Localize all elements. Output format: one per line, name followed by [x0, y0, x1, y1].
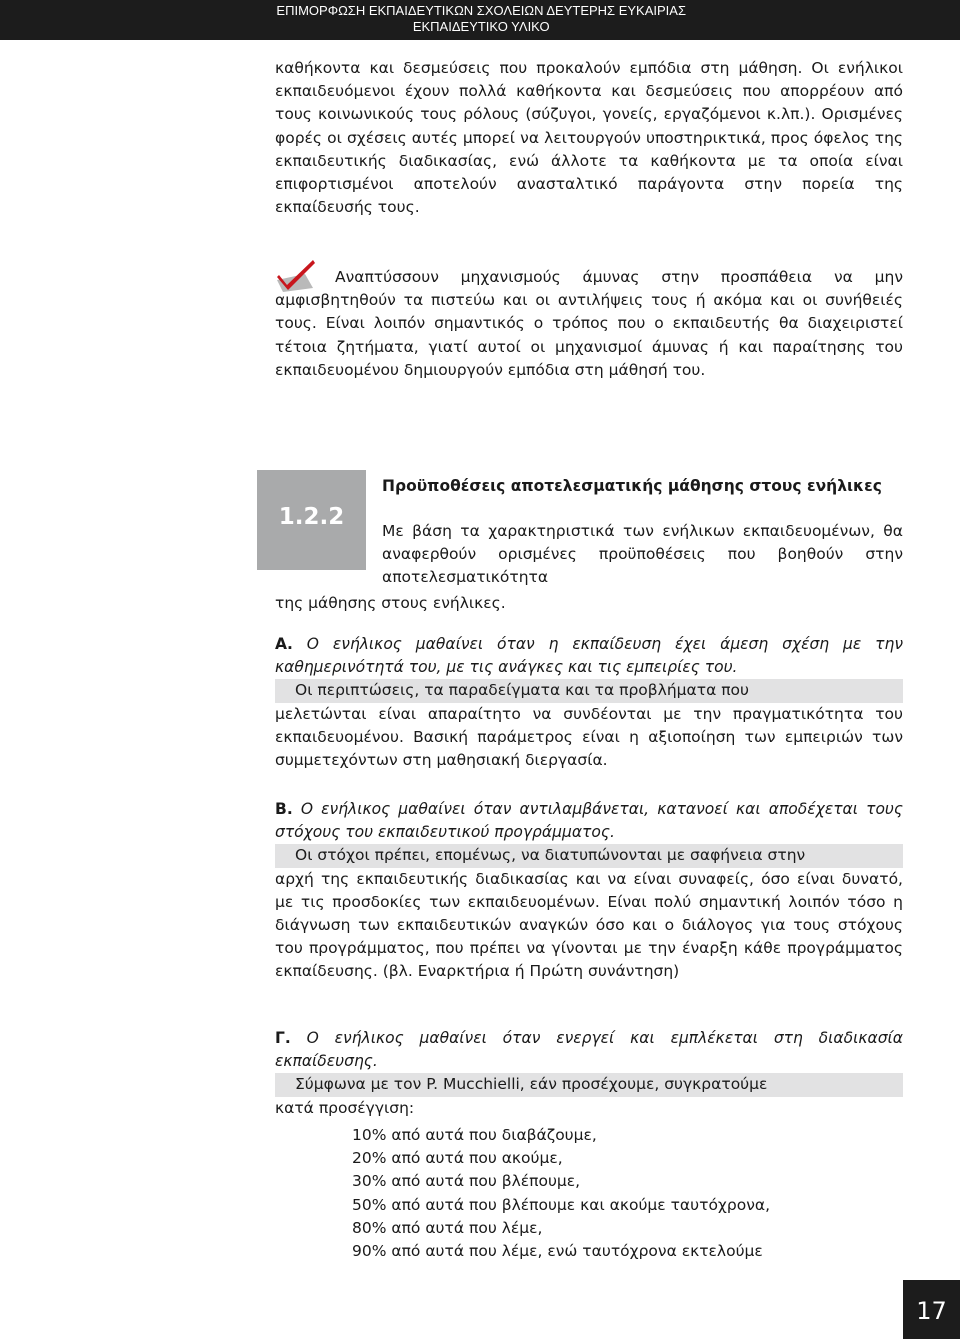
list-item: 30% από αυτά που βλέπουμε, [352, 1172, 581, 1191]
section-lead-tail-text: της μάθησης στους ενήλικες. [275, 594, 506, 612]
running-header [0, 0, 960, 40]
section-number: 1.2.2 [278, 504, 345, 530]
item-b-label: Β. [275, 800, 293, 818]
item-c-label: Γ. [275, 1029, 291, 1047]
item-a-first-line: Οι περιπτώσεις, τα παραδείγματα και τα προβλήματα που [275, 679, 903, 702]
page-number: 17 [903, 1280, 960, 1339]
header-line-1: ΕΠΙΜΟΡΦΩΣΗ ΕΚΠΑΙΔΕΥΤΙΚΩΝ ΣΧΟΛΕΙΩΝ ΔΕΥΤΕΡΗΣ ΕΥΚΑΙΡΙΑΣ [276, 3, 686, 18]
item-a [275, 633, 903, 772]
item-c [275, 1027, 903, 1120]
item-a-label: Α. [275, 635, 293, 653]
section-lead [382, 520, 903, 590]
item-a-body: μελετώνται είναι απαραίτητο να συνδέονται με την πραγματικότητα του εκπαιδευομένου. Βασική παράμετρος είναι η αξιοποίηση των εμπειριών των συμμετεχόντων στη μαθησιακή διεργασία. [275, 704, 903, 770]
header-line-2: ΕΚΠΑΙΔΕΥΤΙΚΟ ΥΛΙΚΟ [412, 19, 550, 34]
list-item: 90% από αυτά που λέμε, ενώ ταυτόχρονα εκτελούμε [352, 1242, 763, 1261]
item-c-body: κατά προσέγγιση: [275, 1098, 415, 1117]
check-paragraph: Αναπτύσσουν μηχανισμούς άμυνας στην προσπάθεια να μην αμφισβητηθούν τα πιστεύω και οι αντιλήψεις τους ή ακόμα και οι συνήθειές τους. Είναι λοιπόν σημαντικός ο τρόπος που ο εκπαιδευτής θα διαχειριστεί τέτοια ζητήματα, γιατί αυτοί οι μηχανισμοί άμυνας ή και παραίτησης του εκπαιδευομένου δημιουργούν εμπόδια στη μάθησή του. [275, 268, 903, 379]
item-c-heading: Ο ενήλικος μαθαίνει όταν ενεργεί και εμπλέκεται στη διαδικασία εκπαίδευσης. [275, 1029, 903, 1071]
list-item: 50% από αυτά που βλέπουμε και ακούμε ταυτόχρονα, [352, 1195, 771, 1214]
item-b-heading: Ο ενήλικος μαθαίνει όταν αντιλαμβάνεται, κατανοεί και αποδέχεται τους στόχους του εκπαιδευτικού προγράμματος. [275, 800, 903, 842]
section-lead-tail [275, 592, 903, 615]
item-b-first-line: Οι στόχοι πρέπει, επομένως, να διατυπώνονται με σαφήνεια στην [275, 844, 903, 867]
item-b [275, 798, 903, 984]
section-title: Προϋποθέσεις αποτελεσματικής μάθησης στους ενήλικες [382, 477, 882, 495]
list-item: 10% από αυτά που διαβάζουμε, [352, 1126, 597, 1144]
list-item: 80% από αυτά που λέμε, [352, 1218, 543, 1237]
item-c-first-line: Σύμφωνα με τον P. Mucchielli, εάν προσέχουμε, συγκρατούμε [275, 1073, 903, 1096]
list-item: 20% από αυτά που ακούμε, [352, 1149, 563, 1168]
item-b-body: αρχή της εκπαιδευτικής διαδικασίας και να είναι συναφείς, όσο είναι δυνατό, με τις προσδοκίες των εκπαιδευομένων. Είναι πολύ σημαντική λοιπόν τόσο η διάγνωση των εκπαιδευτικών αναγκών όσο και ο διάλογος για τους στόχους του προγράμματος, που πρέπει να γίνονται με την έναρξη κάθε προγράμματος εκπαίδευσης. (βλ. Εναρκτήρια ή Πρώτη συνάντηση) [275, 869, 903, 981]
intro-paragraph: καθήκοντα και δεσμεύσεις που προκαλούν εμπόδια στη μάθηση. Οι ενήλικοι εκπαιδευόμενοι έχουν πολλά καθήκοντα και δεσμεύσεις που απορρέουν από τους κοινωνικούς τους ρόλους (σύζυγοι, γονείς, εργαζόμενοι κ.λπ.). Ορισμένες φορές οι σχέσεις αυτές μπορεί να λειτουργούν υποστηρικτικά, προς όφελος της εκπαιδευτικής διαδικασίας, ενώ άλλοτε τα καθήκοντα με τα οποία είναι επιφορτισμένοι αποτελούν ανασταλτικό παράγοντα στην πορεία της εκπαίδευσής τους. [275, 59, 903, 217]
intro-block [275, 57, 903, 219]
section-number-box [257, 470, 366, 570]
section-lead-text: Με βάση τα χαρακτηριστικά των ενήλικων εκπαιδευομένων, θα αναφερθούν ορισμένες προϋποθέσεις που βοηθούν στην αποτελεσματικότητα [382, 522, 903, 587]
percent-list [352, 1124, 904, 1263]
check-block [275, 266, 903, 382]
item-a-heading: Ο ενήλικος μαθαίνει όταν η εκπαίδευση έχει άμεση σχέση με την καθημερινότητά του, με τις ανάγκες και τις εμπειρίες του. [275, 635, 903, 677]
